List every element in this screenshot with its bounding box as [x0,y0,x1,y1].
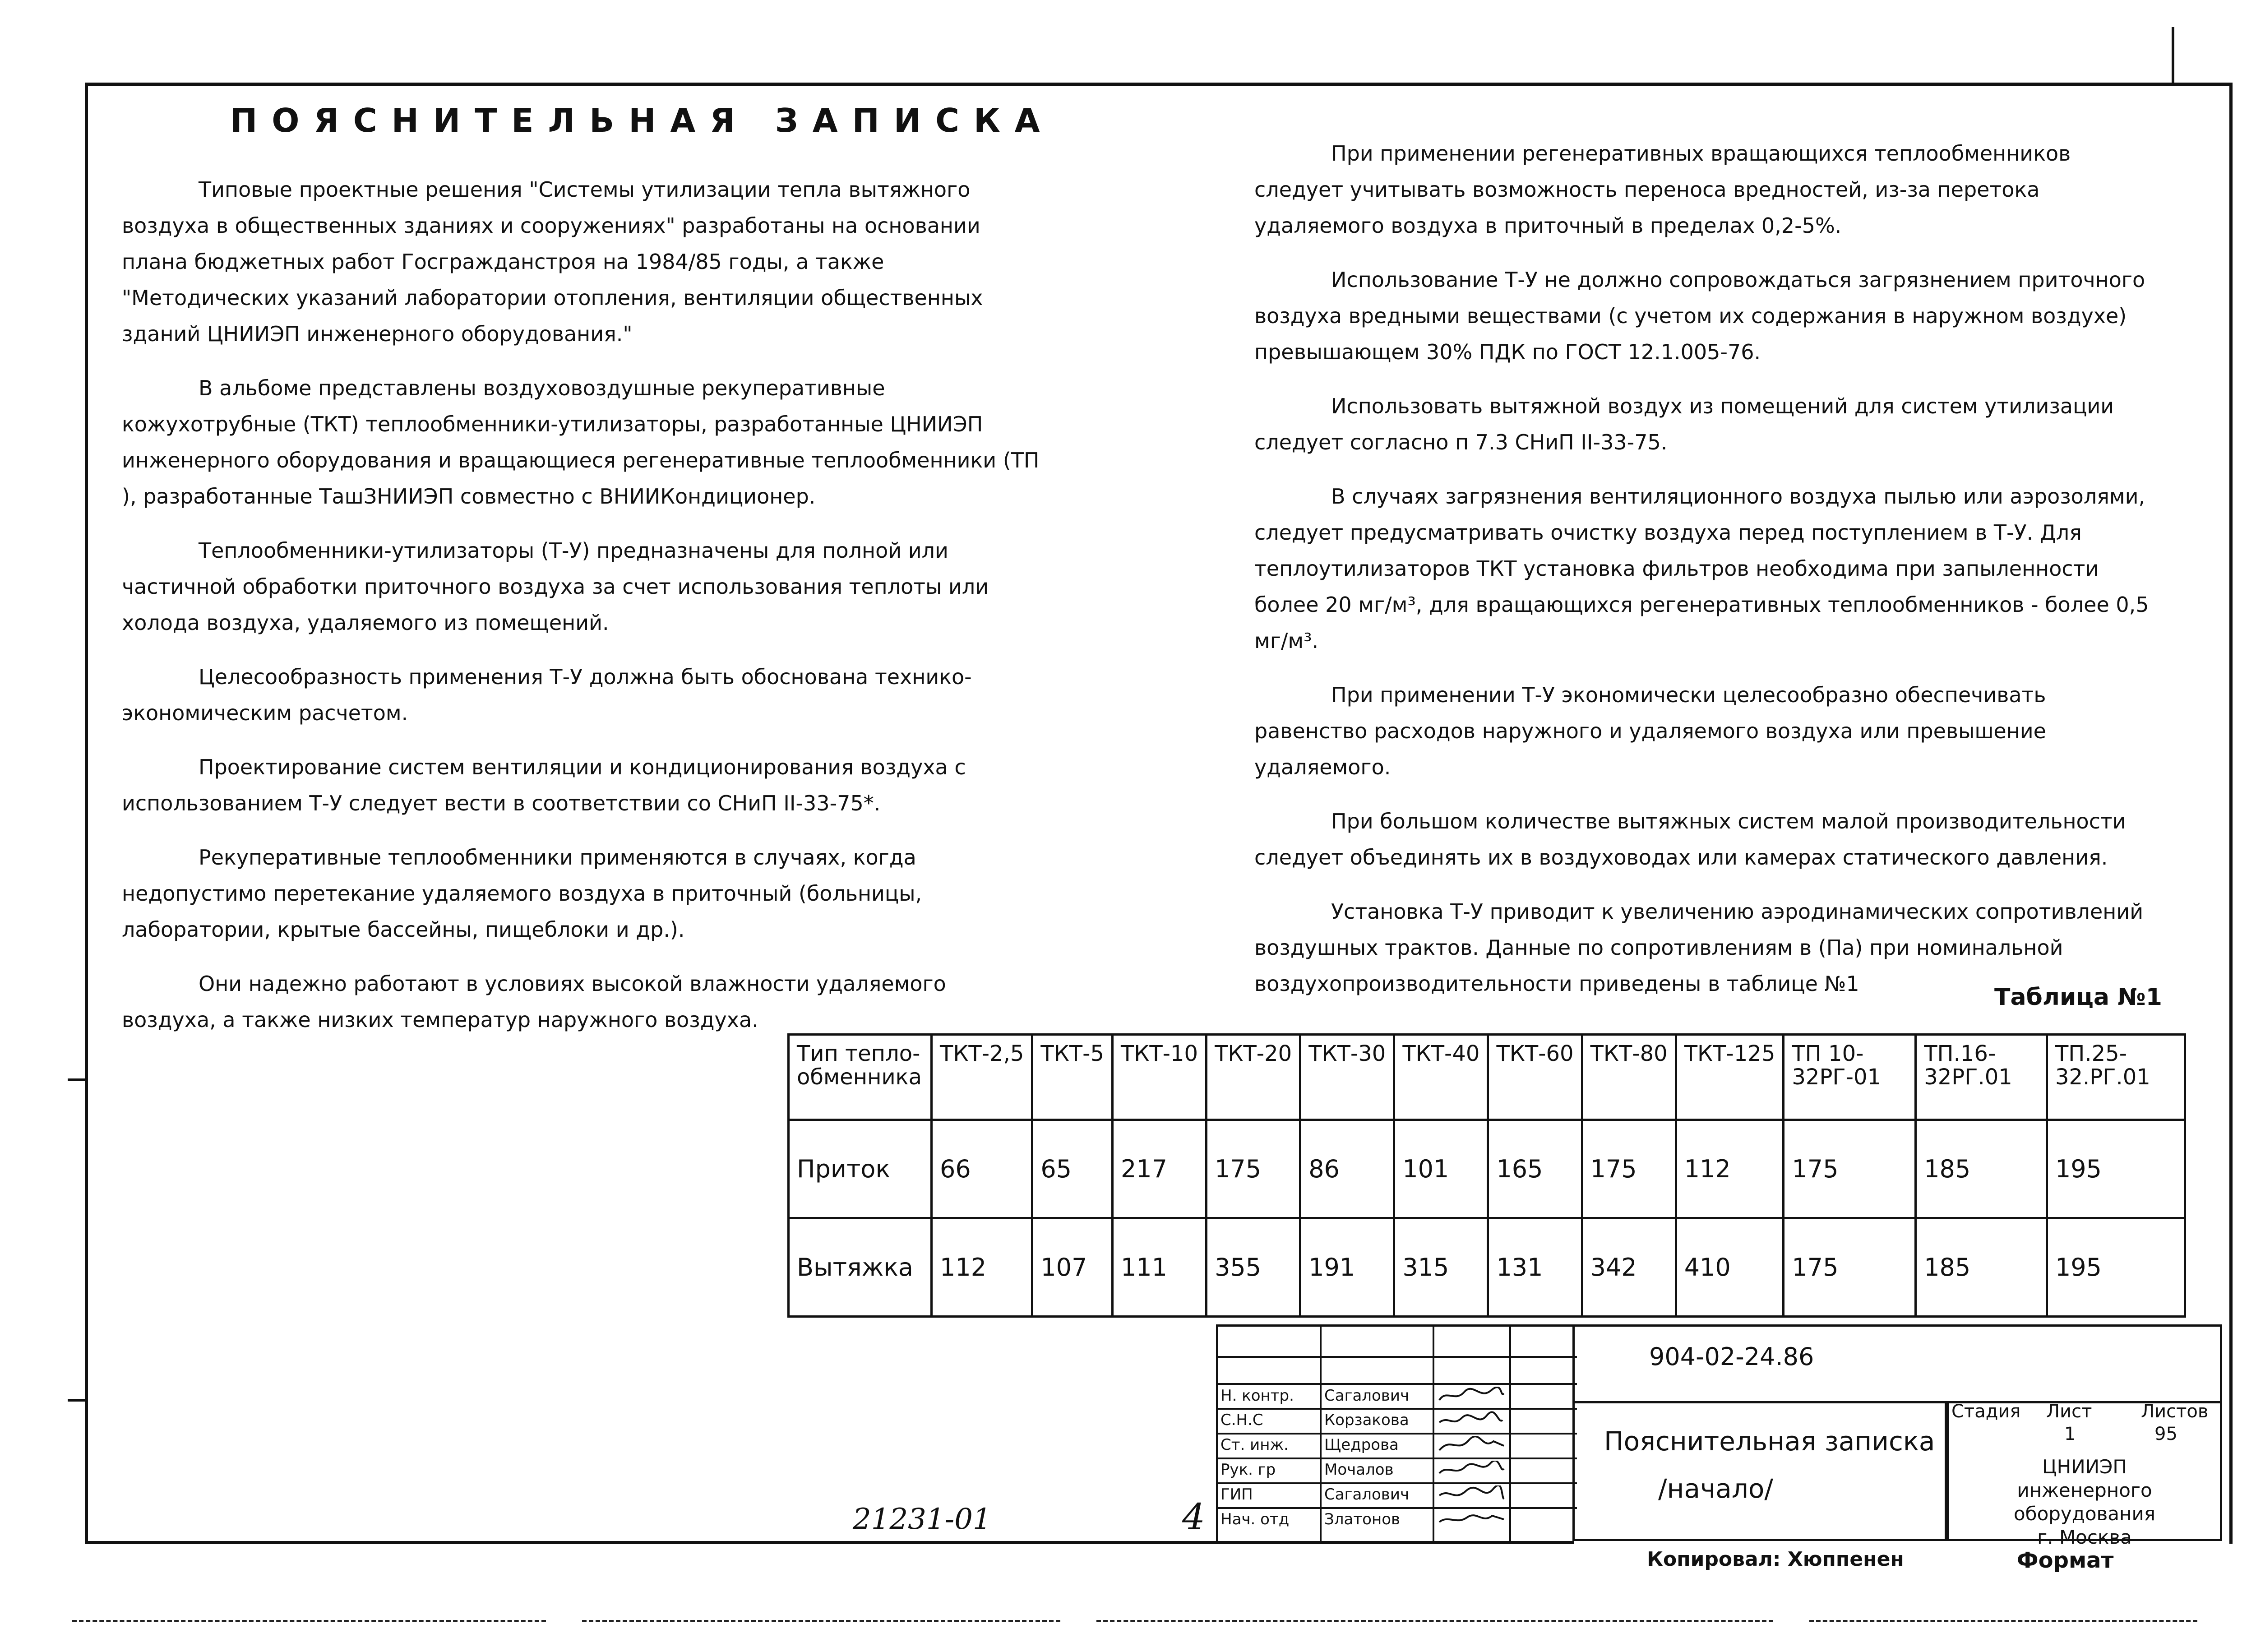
table-header-label: Тип тепло-обменника [789,1035,932,1120]
table-cell: 112 [932,1218,1032,1317]
table-cell: 175 [1784,1218,1916,1317]
document-code: 904-02-24.86 [1649,1342,1814,1371]
column-header: ТКТ-60 [1488,1035,1582,1120]
grid-line [1216,1482,1577,1484]
table-cell: 65 [1032,1120,1113,1218]
copied-by: Копировал: Хюппенен [1647,1548,1904,1571]
edge-tick [68,1399,86,1402]
paragraph: Рекуперативные теплообменники применяются в случаях, когда недопустимо перетекание удаляемого воздуха в приточный (больницы, лаборатории, крытые бассейны, пищеблоки и др.). [122,845,922,942]
table-cell: 410 [1676,1218,1784,1317]
inventory-number: 21231-01 [853,1503,991,1536]
column-header: ТКТ-80 [1582,1035,1676,1120]
signature-scribble [1437,1510,1505,1528]
grid-line [1216,1408,1577,1410]
table-caption: Таблица №1 [1994,984,2162,1011]
organization-name: ЦНИИЭП [2042,1456,2127,1478]
column-header: ТКТ-40 [1394,1035,1488,1120]
paragraph: Целесообразность применения Т-У должна быть обоснована технико-экономическим расчетом. [122,665,972,725]
column-header: ТКТ-5 [1032,1035,1113,1120]
table-cell: 217 [1112,1120,1206,1218]
table-cell: 185 [1916,1120,2047,1218]
paragraph: Теплообменники-утилизаторы (Т-У) предназначены для полной или частичной обработки приточного воздуха за счет использования теплоты или холода воздуха, удаляемого из помещений. [122,538,989,635]
grid-line [1509,1324,1511,1541]
paragraph: Установка Т-У приводит к увеличению аэродинамических сопротивлений воздушных трактов. Данные по сопротивлениям в (Па) при номинальной воздухопроизводительности приведены в таблице №1 [1254,899,2144,996]
signer-role: Нач. отд [1220,1510,1290,1528]
left-text-column [122,171,1042,1056]
table-cell: 315 [1394,1218,1488,1317]
sheet-label: Лист [2046,1401,2092,1422]
table-cell: 101 [1394,1120,1488,1218]
corner-tick [2172,27,2174,86]
document-name-part: /начало/ [1658,1473,1773,1504]
signer-role: ГИП [1220,1485,1253,1504]
paragraph: Использование Т-У не должно сопровождаться загрязнением приточного воздуха вредными веществами (с учетом их содержания в наружном воздухе) превышающем 30% ПДК по ГОСТ 12.1.005-76. [1254,268,2145,364]
grid-line [1216,1433,1577,1435]
column-header: ТКТ-20 [1207,1035,1300,1120]
format-label: Формат [2017,1548,2114,1573]
table-row [789,1120,2185,1218]
row-label: Приток [789,1120,932,1218]
signature-scribble [1437,1411,1505,1429]
cut-line [72,1620,546,1624]
signer-role: Н. контр. [1220,1387,1294,1405]
cut-line [1809,1620,2197,1624]
signer-role: С.Н.С [1220,1411,1263,1429]
table-cell: 66 [932,1120,1032,1218]
signer-name: Мочалов [1324,1461,1394,1479]
grid-line [1216,1356,1577,1358]
table-cell: 175 [1784,1120,1916,1218]
signer-name: Златонов [1324,1510,1401,1528]
signer-name: Щедрова [1324,1436,1399,1454]
stage-label: Стадия [1951,1401,2021,1422]
table-cell: 131 [1488,1218,1582,1317]
table-cell: 175 [1207,1120,1300,1218]
document-name: Пояснительная записка [1604,1426,1935,1457]
paragraph: Типовые проектные решения "Системы утилизации тепла вытяжного воздуха в общественных зданиях и сооружениях" разработаны на основании плана бюджетных работ Госгражданстроя на 1984/85 годы, а также "Методических указаний лаборатории отопления, вентиляции общественных зданий ЦНИИЭП инженерного оборудования." [122,177,983,346]
signer-name: Сагалович [1324,1485,1410,1504]
cut-line [1096,1620,1773,1624]
sheet-number: 1 [2064,1424,2076,1444]
table-cell: 355 [1207,1218,1300,1317]
grid-line [1216,1507,1577,1509]
column-header: ТП 10-32РГ-01 [1784,1035,1916,1120]
table-cell: 175 [1582,1120,1676,1218]
grid-line [1216,1383,1577,1385]
paragraph: Использовать вытяжной воздух из помещений для систем утилизации следует согласно п 7.3 СНиП II-33-75. [1254,394,2114,454]
table-cell: 342 [1582,1218,1676,1317]
column-header: ТКТ-10 [1112,1035,1206,1120]
signature-scribble [1437,1387,1505,1405]
signer-role: Ст. инж. [1220,1436,1289,1454]
table-cell: 191 [1300,1218,1394,1317]
column-header: ТКТ-2,5 [932,1035,1032,1120]
table-header-row [789,1035,2185,1120]
table-row [789,1218,2185,1317]
signature-scribble [1437,1461,1505,1479]
organization-city: г. Москва [2037,1526,2132,1548]
right-text-column [1254,135,2152,1020]
row-label: Вытяжка [789,1218,932,1317]
signature-scribble [1437,1436,1505,1454]
sheets-count: 95 [2154,1424,2177,1444]
table-cell: 86 [1300,1120,1394,1218]
paragraph: При применении регенеративных вращающихся теплообменников следует учитывать возможность переноса вредностей, из-за перетока удаляемого воздуха в приточный в пределах 0,2-5%. [1254,141,2071,238]
table-cell: 107 [1032,1218,1113,1317]
signature-scribble [1437,1485,1505,1504]
signer-name: Сагалович [1324,1387,1410,1405]
page-number: 4 [1182,1496,1205,1538]
paragraph: В случаях загрязнения вентиляционного воздуха пылью или аэрозолями, следует предусматривать очистку воздуха перед поступлением в Т-У. Для теплоутилизаторов ТКТ установка фильтров необходима при запыленности более 20 мг/м³, для вращающихся регенеративных теплообменников - более 0,5 мг/м³. [1254,484,2149,653]
table-cell: 195 [2047,1120,2185,1218]
organization [1949,1455,2220,1549]
table-cell: 195 [2047,1218,2185,1317]
frame-bottom-line [85,1541,1574,1544]
column-header: ТП.25-32.РГ.01 [2047,1035,2185,1120]
table-cell: 112 [1676,1120,1784,1218]
column-header: ТКТ-30 [1300,1035,1394,1120]
table-cell: 185 [1916,1218,2047,1317]
paragraph: Проектирование систем вентиляции и кондиционирования воздуха с использованием Т-У следует вести в соответствии со СНиП II-33-75*. [122,755,966,815]
paragraph: В альбоме представлены воздуховоздушные рекуперативные кожухотрубные (ТКТ) теплообменники-утилизаторы, разработанные ЦНИИЭП инженерного оборудования и вращающиеся регенеративные теплообменники (ТП ), разработанные ТашЗНИИЭП совместно с ВНИИКондиционер. [122,376,1040,509]
paragraph: При применении Т-У экономически целесообразно обеспечивать равенство расходов наружного и удаляемого воздуха или превышение удаляемого. [1254,683,2046,779]
cut-line [582,1620,1060,1624]
grid-line [1320,1324,1322,1541]
organization-dept: инженерного оборудования [2013,1479,2156,1525]
signer-name: Корзакова [1324,1411,1409,1429]
grid-line [1433,1324,1434,1541]
resistance-table [787,1033,2186,1318]
column-header: ТП.16-32РГ.01 [1916,1035,2047,1120]
document-name-box [1572,1401,1947,1541]
column-header: ТКТ-125 [1676,1035,1784,1120]
document-title: ПОЯСНИТЕЛЬНАЯ ЗАПИСКА [230,102,1054,139]
sheets-label: Листов [2141,1401,2209,1422]
paragraph: Они надежно работают в условиях высокой влажности удаляемого воздуха, а также низких температур наружного воздуха. [122,972,946,1032]
table-cell: 165 [1488,1120,1582,1218]
grid-line [1216,1458,1577,1459]
title-block [1216,1324,2224,1548]
paragraph: При большом количестве вытяжных систем малой производительности следует объединять их в воздуховодах или камерах статического давления. [1254,809,2126,870]
table-cell: 111 [1112,1218,1206,1317]
signer-role: Рук. гр [1220,1461,1276,1479]
edge-tick [68,1078,86,1081]
